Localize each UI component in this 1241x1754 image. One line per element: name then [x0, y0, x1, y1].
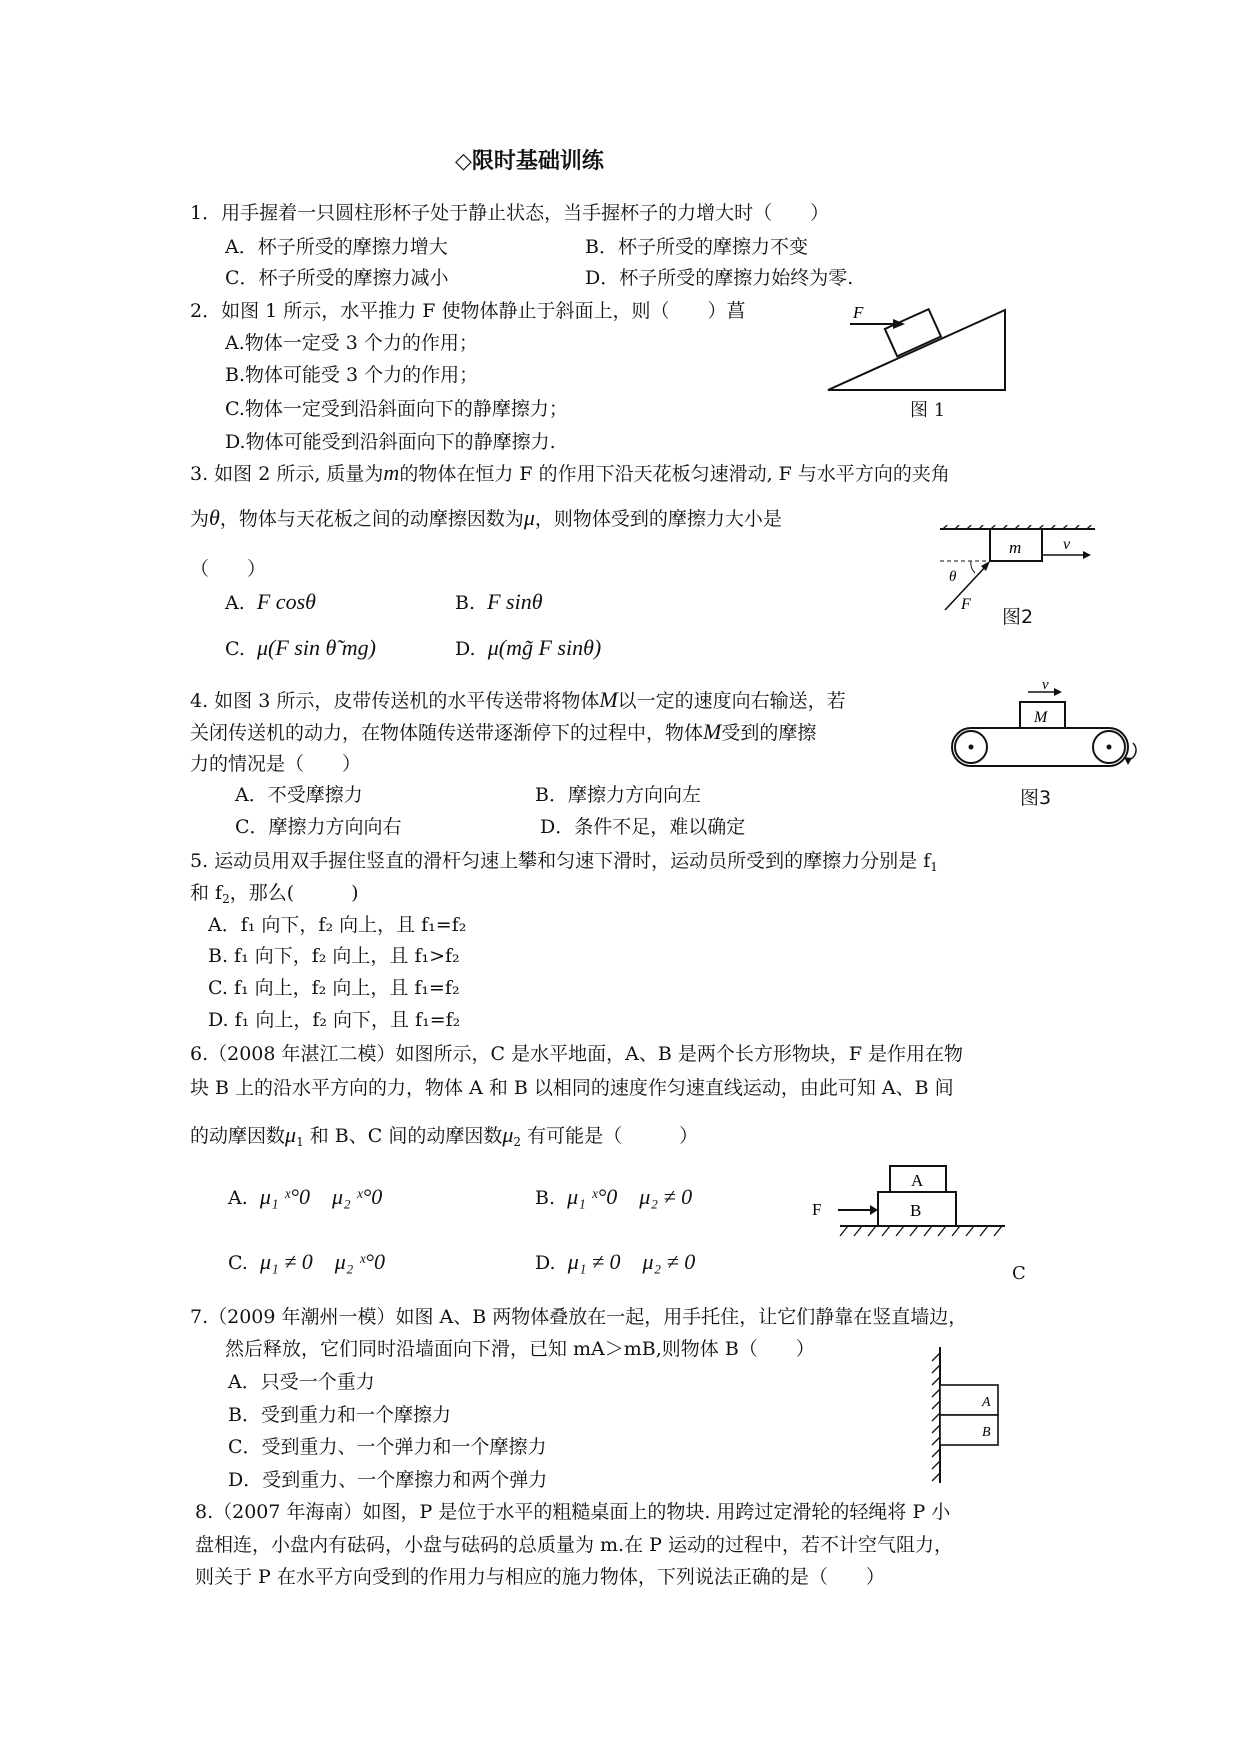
q2-option-b: B.物体可能受 3 个力的作用； [225, 364, 479, 386]
figure-q7-wall [918, 1345, 1013, 1485]
q1-option-b: B．杯子所受的摩擦力不变 [585, 236, 808, 258]
q5-option-d: D. f₁ 向上，f₂ 向下，且 f₁=f₂ [208, 1009, 461, 1031]
q4-option-d: D．条件不足，难以确定 [540, 816, 746, 838]
q8-stem-line2: 盘相连，小盘内有砝码，小盘与砝码的总质量为 m.在 P 运动的过程中，若不计空气阻力， [195, 1534, 953, 1556]
figure-q6-ground-label: C [1012, 1263, 1026, 1284]
q5-option-a: A．f₁ 向下，f₂ 向上，且 f₁=f₂ [208, 914, 467, 936]
q5-stem-line2: 和 $f_2$，那么( ) [190, 882, 359, 906]
figure-1-force-label: F [853, 303, 864, 322]
svg-text:θ: θ [949, 569, 957, 585]
q1-stem: 1．用手握着一只圆柱形杯子处于静止状态，当手握杯子的力增大时（ ） [190, 202, 830, 224]
q6-option-b: B. μ₁ ˣ°0 μ₂ ≠ 0 [535, 1184, 693, 1209]
figure-q6-blocks [810, 1160, 1035, 1260]
q1-option-a: A．杯子所受的摩擦力增大 [225, 236, 448, 258]
q1-option-c: C．杯子所受的摩擦力减小 [225, 267, 449, 289]
q6-stem-line2: 块 B 上的沿水平方向的力，物体 A 和 B 以相同的速度作匀速直线运动，由此可知 A、B 间 [190, 1077, 954, 1099]
q7-stem-line2: 然后释放，它们同时沿墙面向下滑，已知 mA＞mB,则物体 B（ ） [225, 1338, 815, 1360]
q2-option-d: D.物体可能受到沿斜面向下的静摩擦力. [225, 431, 556, 453]
q6-option-c: C. μ₁ ≠ 0 μ₂ ˣ°0 [228, 1249, 385, 1274]
figure-2-caption: 图2 [1002, 606, 1034, 628]
q4-stem-line1: 4. 如图 3 所示，皮带传送机的水平传送带将物体M以一定的速度向右输送，若 [190, 687, 846, 712]
q4-option-c: C．摩擦力方向向右 [235, 816, 402, 838]
q2-stem: 2．如图 1 所示，水平推力 F 使物体静止于斜面上，则（ ）菖 [190, 300, 746, 322]
page-title: ◇限时基础训练 [455, 149, 604, 174]
q7-stem-line1: 7.（2009 年潮州一模）如图 A、B 两物体叠放在一起，用手托住，让它们静靠在竖直墙边， [190, 1306, 968, 1328]
svg-text:A: A [911, 1171, 924, 1190]
q4-stem-line2: 关闭传送机的动力，在物体随传送带逐渐停下的过程中，物体M受到的摩擦 [190, 719, 817, 744]
q6-option-a: A. μ₁ ˣ°0 μ₂ ˣ°0 [228, 1184, 383, 1209]
figure-3-conveyor [950, 680, 1145, 775]
q5-stem-line1: 5. 运动员用双手握住竖直的滑杆匀速上攀和匀速下滑时，运动员所受到的摩擦力分别是 $f_1$ [190, 850, 938, 874]
q8-stem-line1: 8.（2007 年海南）如图，P 是位于水平的粗糙桌面上的物块. 用跨过定滑轮的轻绳将 P 小 [195, 1501, 951, 1523]
svg-text:B: B [982, 1425, 991, 1440]
q6-stem-line3: 的动摩因数$\mu_1$ 和 B、C 间的动摩因数$\mu_2$ 有可能是（ ） [190, 1122, 699, 1149]
q6-stem-line1: 6.（2008 年湛江二模）如图所示，C 是水平地面，A、B 是两个长方形物块，F 是作用在物 [190, 1043, 964, 1065]
q7-option-d: D．受到重力、一个摩擦力和两个弹力 [228, 1469, 548, 1491]
figure-3-caption: 图3 [1020, 787, 1052, 809]
q2-option-c: C.物体一定受到沿斜面向下的静摩擦力； [225, 398, 568, 420]
q8-stem-line3: 则关于 P 在水平方向受到的作用力与相应的施力物体，下列说法正确的是（ ） [195, 1566, 885, 1588]
q3-stem-line2: 为θ，物体与天花板之间的动摩擦因数为μ，则物体受到的摩擦力大小是 [190, 505, 782, 530]
svg-text:F: F [812, 1200, 822, 1219]
q4-option-b: B．摩擦力方向向左 [535, 784, 701, 806]
q1-option-d: D．杯子所受的摩擦力始终为零. [585, 267, 854, 289]
q4-option-a: A．不受摩擦力 [235, 784, 363, 806]
q3-option-a: A. F cosθ [225, 589, 316, 614]
q5-option-c: C. f₁ 向上，f₂ 向上，且 f₁=f₂ [208, 977, 460, 999]
q3-option-d: D. μ(mg̃ F sinθ) [455, 635, 602, 660]
svg-text:B: B [910, 1201, 922, 1220]
figure-1-caption: 图 1 [910, 400, 946, 421]
svg-text:m: m [1009, 538, 1022, 557]
svg-text:v: v [1042, 680, 1049, 693]
svg-text:v: v [1063, 536, 1071, 553]
figure-1-incline [825, 300, 1025, 400]
q2-option-a: A.物体一定受 3 个力的作用； [225, 332, 478, 354]
q4-stem-line3: 力的情况是（ ） [190, 753, 362, 775]
svg-text:A: A [982, 1395, 991, 1410]
q3-stem-line1: 3. 如图 2 所示, 质量为m的物体在恒力 F 的作用下沿天花板匀速滑动, F 与水平方向的夹角 [190, 460, 950, 485]
q3-option-b: B. F sinθ [455, 589, 543, 614]
q7-option-c: C．受到重力、一个弹力和一个摩擦力 [228, 1436, 547, 1458]
svg-text:M: M [1034, 709, 1048, 726]
q6-option-d: D. μ₁ ≠ 0 μ₂ ≠ 0 [535, 1249, 696, 1274]
q5-option-b: B. f₁ 向下，f₂ 向上，且 f₁>f₂ [208, 945, 460, 967]
q7-option-a: A．只受一个重力 [228, 1371, 375, 1393]
svg-text:F: F [961, 596, 971, 613]
q7-option-b: B．受到重力和一个摩擦力 [228, 1404, 451, 1426]
q3-option-c: C. μ(F sin θ̃ mg) [225, 635, 377, 660]
q3-paren: （ ） [190, 558, 267, 580]
